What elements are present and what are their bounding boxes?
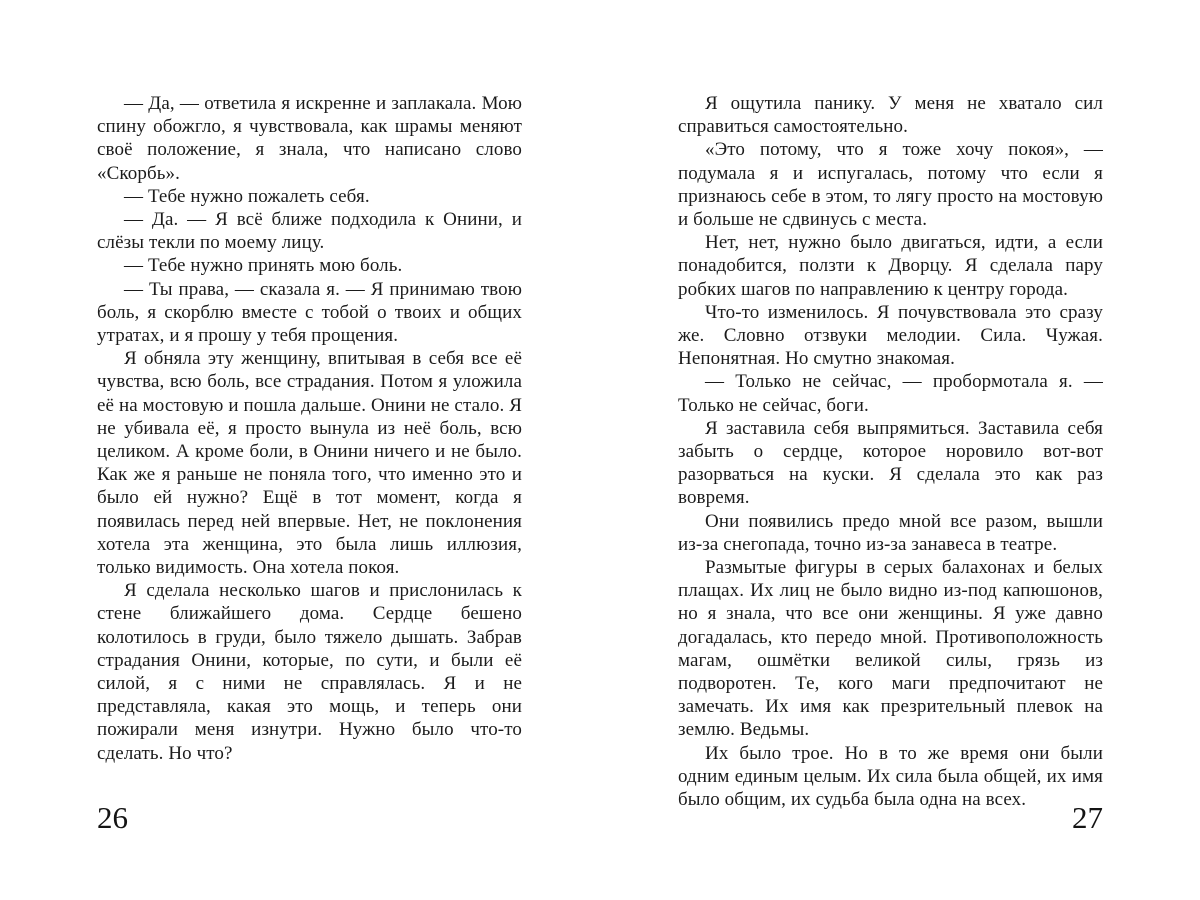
paragraph: — Только не сейчас, — пробормотала я. — Только не сейчас, боги.	[678, 371, 1103, 416]
paragraph: Они появились предо мной все разом, вышли из-за снегопада, точно из-за занавеса в театре.	[678, 510, 1103, 555]
paragraph: — Тебе нужно пожалеть себя.	[124, 185, 370, 207]
paragraph: Я ощутила панику. У меня не хватало сил справиться самостоятельно.	[678, 93, 1103, 138]
paragraph: — Ты права, — сказала я. — Я принимаю твою боль, я скорблю вместе с тобой о твоих и общих утратах, и я прошу у тебя прощения.	[97, 278, 522, 347]
paragraph: — Тебе нужно принять мою боль.	[124, 255, 403, 277]
paragraph: Я заставила себя выпрямиться. Заставила себя забыть о сердце, которое норовило вот-вот разорваться на куски. Я сделала это как раз вовремя.	[678, 417, 1103, 509]
paragraph: — Да. — Я всё ближе подходила к Онини, и слёзы текли по моему лицу.	[97, 209, 522, 254]
paragraph: Я сделала несколько шагов и прислонилась к стене ближайшего дома. Сердце бешено колотилось в груди, было тяжело дышать. Забрав страдания Онини, которые, по сути, и были её силой, я с ними не справлялась. Я и не представляла, какая это мощь, и теперь они пожирали меня изнутри. Нужно было что-то сделать. Но что?	[97, 580, 522, 764]
page-number-right: 27	[1072, 800, 1103, 835]
page-number-left: 26	[97, 800, 128, 835]
page-right	[600, 0, 1200, 900]
paragraph: Размытые фигуры в серых балахонах и белых плащах. Их лиц не было видно из-под капюшонов, но я знала, что все они женщины. Я уже давно догадалась, кто передо мной. Противоположность магам, ошмётки великой силы, грязь из подворотен. Те, кого маги предпочитают не замечать. Их имя как презрительный плевок на землю. Ведьмы.	[678, 557, 1103, 741]
page-right-text	[678, 92, 1103, 811]
page-left-text	[97, 92, 522, 765]
paragraph: Что-то изменилось. Я почувствовала это сразу же. Словно отзвуки мелодии. Сила. Чужая. Непонятная. Но смутно знакомая.	[678, 301, 1103, 370]
paragraph: «Это потому, что я тоже хочу покоя», — подумала я и испугалась, потому что если я признаюсь себе в этом, то лягу просто на мостовую и больше не сдвинусь с места.	[678, 139, 1103, 231]
paragraph: — Да, — ответила я искренне и заплакала. Мою спину обожгло, я чувствовала, как шрамы меняют своё положение, я знала, что написано слово «Скорбь».	[97, 93, 522, 184]
paragraph: Я обняла эту женщину, впитывая в себя все её чувства, всю боль, все страдания. Потом я уложила её на мостовую и пошла дальше. Онини не стало. Я не убивала её, я просто вынула из неё боль, всю целиком. А кроме боли, в Онини ничего и не было. Как же я раньше не поняла того, что именно это и было ей нужно? Ещё в тот момент, когда я появилась перед ней впервые. Нет, не поклонения хотела эта женщина, это была лишь иллюзия, только видимость. Она хотела покоя.	[97, 348, 522, 579]
paragraph: Их было трое. Но в то же время они были одним единым целым. Их сила была общей, их имя было общим, их судьба была одна на всех.	[678, 742, 1103, 811]
paragraph: Нет, нет, нужно было двигаться, идти, а если понадобится, ползти к Дворцу. Я сделала пару робких шагов по направлению к центру города.	[678, 232, 1103, 300]
